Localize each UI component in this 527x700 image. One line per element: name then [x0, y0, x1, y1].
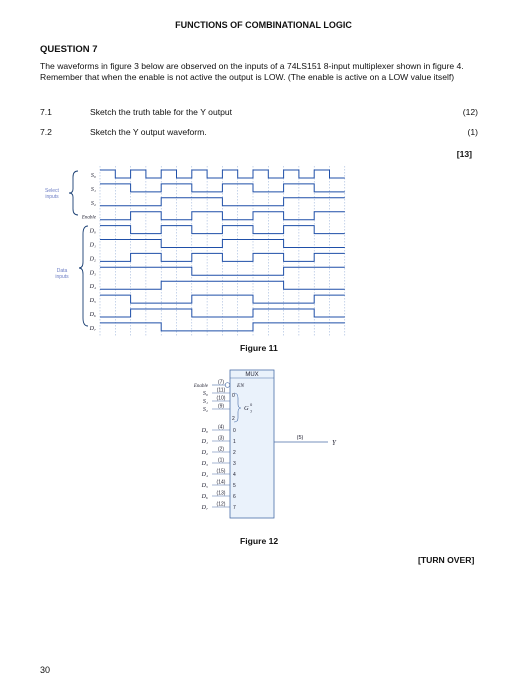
select-brace [69, 171, 78, 215]
mux-inputs [193, 380, 236, 512]
input-label: D₅ [201, 483, 208, 489]
g-superscript: 0 [250, 402, 253, 407]
select-inputs-label: Select [45, 188, 59, 194]
page-header: FUNCTIONS OF COMBINATIONAL LOGIC [175, 20, 352, 30]
item-text: Sketch the truth table for the Y output [90, 107, 233, 117]
figure-12-caption: Figure 12 [240, 536, 279, 546]
input-label: S₂ [202, 407, 208, 413]
signal-label: D₁ [89, 242, 96, 249]
input-label: D₀ [201, 428, 208, 434]
data-inputs-label: inputs [55, 274, 69, 280]
enable-bubble [225, 383, 230, 388]
data-index: 0 [233, 428, 236, 434]
input-pin: (13) [216, 490, 226, 497]
signal-label: S₂ [90, 200, 96, 207]
waveform-trace [100, 170, 345, 178]
input-label: D₄ [201, 472, 208, 478]
signal-label: D₂ [89, 256, 96, 263]
data-index: 4 [233, 472, 236, 478]
input-label: S₁ [202, 399, 208, 405]
input-pin: (2) [217, 446, 225, 453]
page-number: 30 [40, 665, 51, 675]
output-pin: (5) [296, 435, 304, 441]
waveform-trace [100, 323, 345, 331]
select-range-low: 0 [232, 393, 235, 399]
input-label: D₇ [201, 505, 208, 511]
input-pin: (11) [216, 387, 226, 394]
item-number: 7.1 [40, 107, 52, 117]
data-index: 1 [233, 439, 236, 445]
data-index: 5 [233, 483, 236, 489]
mux-title: MUX [245, 372, 259, 378]
data-index: 2 [233, 450, 236, 456]
waveform-trace [100, 281, 345, 289]
figure-11-caption: Figure 11 [240, 343, 278, 353]
output-y-label: Y [332, 439, 336, 447]
item-text: Sketch the Y output waveform. [90, 127, 207, 137]
data-brace [79, 226, 88, 326]
item-marks: (1) [467, 127, 478, 137]
question-title: QUESTION 7 [40, 44, 98, 55]
waveform-trace [100, 253, 345, 261]
signal-label: D₀ [89, 228, 96, 235]
select-range-high: 2 [232, 416, 235, 422]
data-index: 6 [233, 494, 236, 500]
g-label: G [244, 405, 249, 412]
question-total: [13] [456, 149, 472, 159]
waveform-trace [100, 198, 345, 206]
turn-over: [TURN OVER] [418, 555, 475, 565]
mux-diagram [150, 360, 380, 530]
signal-label: S₀ [90, 173, 96, 179]
input-pin: (14) [216, 479, 226, 486]
g-subscript: 7 [250, 409, 253, 414]
signal-label: Enable [81, 215, 96, 221]
input-label: D₂ [201, 450, 208, 456]
select-inputs-label: inputs [45, 194, 59, 200]
input-pin: (9) [217, 403, 225, 410]
input-pin: (7) [217, 379, 225, 386]
input-pin: (1) [217, 457, 225, 464]
en-label: EN [237, 383, 245, 389]
waveform-trace [100, 240, 345, 248]
input-label: D₆ [201, 494, 208, 500]
input-pin: (15) [216, 468, 226, 475]
item-number: 7.2 [40, 127, 52, 137]
data-index: 7 [233, 505, 236, 511]
signal-label: D₅ [89, 298, 96, 305]
waveform-trace [100, 226, 345, 234]
input-label: D₃ [201, 461, 208, 467]
waveform-diagram [30, 160, 430, 360]
data-index: 3 [233, 461, 236, 467]
input-pin: (4) [217, 424, 225, 431]
signal-label: D₃ [89, 270, 96, 277]
input-label: D₁ [201, 439, 208, 445]
input-label: S₀ [202, 391, 208, 397]
item-marks: (12) [462, 107, 478, 117]
signal-label: D₇ [89, 325, 96, 332]
signal-label: D₆ [89, 312, 96, 318]
input-pin: (12) [216, 501, 226, 508]
data-inputs-label: Data [56, 268, 68, 274]
waveform-trace [100, 212, 345, 220]
input-label: Enable [193, 384, 208, 389]
waveform-trace [100, 184, 345, 192]
signal-label: D₄ [89, 284, 96, 291]
question-intro: The waveforms in figure 3 below are observed on the inputs of a 74LS151 8-input multiplexer shown in figure 4. Remember that when the enable is not active the output is LOW. (The enable is active on a LOW value itself) [40, 61, 464, 82]
input-pin: (3) [217, 435, 225, 442]
mux-block [230, 370, 274, 518]
signal-label: S₁ [90, 186, 96, 193]
input-pin: (10) [216, 395, 226, 402]
